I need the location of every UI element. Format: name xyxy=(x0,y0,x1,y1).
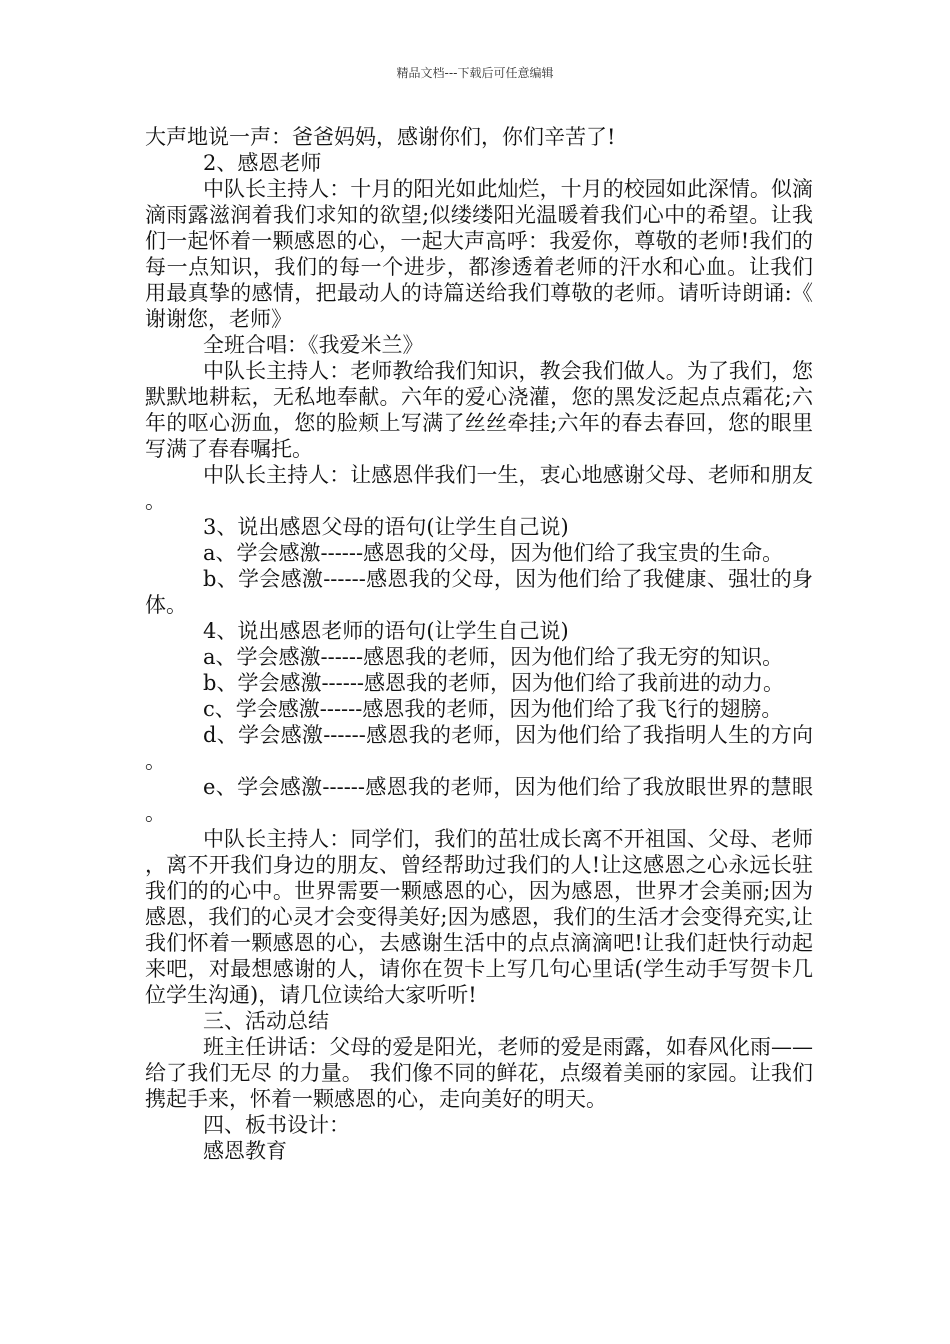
list-item: e、学会感激------感恩我的老师，因为他们给了我放眼世界的慧眼。 xyxy=(145,775,813,825)
paragraph: 班主任讲话：父母的爱是阳光，老师的爱是雨露，如春风化雨——给了我们无尽 的力量。 我们像不同的鲜花，点缀着美丽的家园。让我们携起手来，怀着一颗感恩的心，走向美好的明天。 xyxy=(145,1035,813,1111)
list-item: b、学会感激------感恩我的父母，因为他们给了我健康、强壮的身体。 xyxy=(145,567,813,617)
list-item: a、学会感激------感恩我的老师，因为他们给了我无穷的知识。 xyxy=(203,645,784,669)
section-heading: 4、说出感恩老师的语句(让学生自己说) xyxy=(203,619,569,643)
list-item: c、学会感激------感恩我的老师，因为他们给了我飞行的翅膀。 xyxy=(203,697,783,721)
paragraph: 中队长主持人：老师教给我们知识，教会我们做人。为了我们，您默默地耕耘，无私地奉献。六年的爱心浇灌，您的黑发泛起点点霜花;六年的呕心沥血，您的脸颊上写满了丝丝牵挂;六年的春去春回，您的眼里写满了春春嘱托。 xyxy=(145,359,813,461)
page-header: 精品文档---下载后可任意编辑 xyxy=(396,66,554,80)
section-heading: 三、活动总结 xyxy=(203,1009,329,1033)
paragraph: 中队长主持人：同学们，我们的茁壮成长离不开祖国、父母、老师，离不开我们身边的朋友、曾经帮助过我们的人!让这感恩之心永远长驻我们的的心中。世界需要一颗感恩的心，因为感恩，世界才会美丽;因为感恩，我们的心灵才会变得美好;因为感恩，我们的生活才会变得充实,让我们怀着一颗感恩的心，去感谢生活中的点点滴滴吧!让我们赶快行动起来吧，对最想感谢的人，请你在贺卡上写几句心里话(学生动手写贺卡几位学生沟通)，请几位读给大家听听! xyxy=(145,827,813,1007)
paragraph: 中队长主持人：十月的阳光如此灿烂，十月的校园如此深情。似滴滴雨露滋润着我们求知的欲望;似缕缕阳光温暖着我们心中的希望。让我们一起怀着一颗感恩的心，一起大声高呼：我爱你，尊敬的老师!我们的每一点知识，我们的每一个进步，都渗透着老师的汗水和心血。让我们用最真挚的感情，把最动人的诗篇送给我们尊敬的老师。请听诗朗诵:《谢谢您，老师》 xyxy=(145,177,813,331)
section-heading: 四、板书设计： xyxy=(203,1113,350,1137)
list-item: b、学会感激------感恩我的老师，因为他们给了我前进的动力。 xyxy=(203,671,785,695)
list-item: d、学会感激------感恩我的老师，因为他们给了我指明人生的方向。 xyxy=(145,723,813,773)
paragraph: 感恩教育 xyxy=(203,1139,287,1163)
document-body xyxy=(145,124,813,1164)
section-heading: 2、感恩老师 xyxy=(203,151,322,175)
paragraph: 中队长主持人：让感恩伴我们一生，衷心地感谢父母、老师和朋友。 xyxy=(145,463,813,513)
paragraph: 全班合唱：《我爱米兰》 xyxy=(203,333,424,357)
paragraph: 大声地说一声：爸爸妈妈，感谢你们，你们辛苦了! xyxy=(145,125,616,149)
section-heading: 3、说出感恩父母的语句(让学生自己说) xyxy=(203,515,569,539)
list-item: a、学会感激------感恩我的父母，因为他们给了我宝贵的生命。 xyxy=(203,541,784,565)
